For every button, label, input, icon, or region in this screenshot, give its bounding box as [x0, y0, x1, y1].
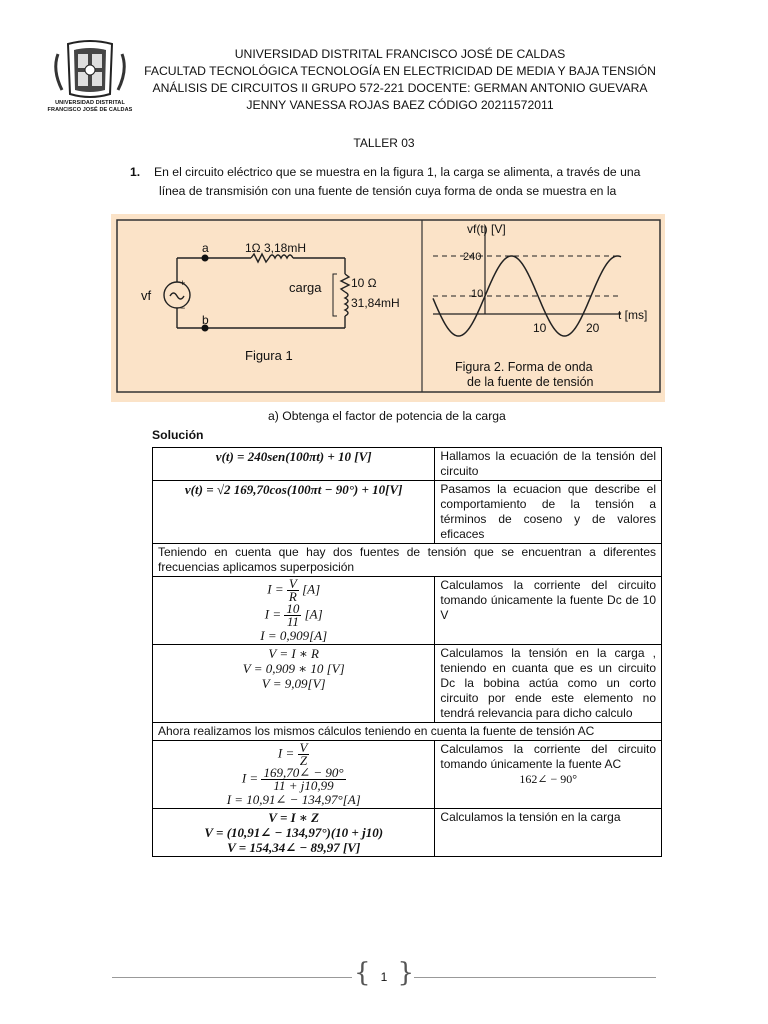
footer-divider-right — [414, 977, 656, 978]
svg-text:−: − — [180, 303, 186, 313]
table-row — [153, 481, 662, 544]
assignment-title: TALLER 03 — [353, 136, 415, 150]
table-row — [153, 723, 662, 741]
table-row — [153, 577, 662, 645]
waveform-ylabel: vf(t) [V] — [467, 222, 506, 236]
load-resistance-label: 10 Ω — [351, 276, 377, 290]
waveform-xlabel: t [ms] — [618, 308, 648, 322]
table-row — [153, 741, 662, 809]
equation-cell: I = $\frac{V}{Z}$ I = $\frac{169,70\angle - 90^\circ}{11 + j10,99}$ I = 10,91∠ − 134,97°[A] — [153, 741, 435, 809]
figure-2-caption-line-2: de la fuente de tensión — [467, 375, 594, 389]
figure-2-caption-line-1: Figura 2. Forma de onda — [455, 360, 593, 374]
question-a: a) Obtenga el factor de potencia de la carga — [268, 409, 506, 423]
problem-line-2: línea de transmisión con una fuente de tensión cuya forma de onda se muestra en la — [159, 184, 617, 198]
node-a-label: a — [202, 241, 209, 255]
equation-cell: I = $\frac{V}{R}$ [A] I = $\frac{10}{11}$ [A] I = 0,909[A] — [153, 577, 435, 645]
load-label: carga — [289, 280, 322, 295]
header-university: UNIVERSIDAD DISTRITAL FRANCISCO JOSÉ DE CALDAS — [234, 47, 566, 61]
solution-table — [152, 447, 662, 857]
line-impedance-label: 1Ω 3,18mH — [245, 241, 306, 255]
ytick-10: 10 — [471, 288, 484, 300]
problem-number: 1. — [130, 165, 141, 179]
header-course: ANÁLISIS DE CIRCUITOS II GRUPO 572-221 DOCENTE: GERMAN ANTONIO GUEVARA — [152, 81, 648, 95]
full-width-cell: Ahora realizamos los mismos cálculos teniendo en cuenta la fuente de tensión AC — [153, 723, 662, 741]
description-cell: Pasamos la ecuacion que describe el comportamiento de la tensión a términos de coseno y de valores eficaces — [435, 481, 662, 544]
description-cell: Calculamos la corriente del circuito tomando únicamente la fuente AC 162∠ − 90° — [435, 741, 662, 809]
page-number: { 1 } — [354, 958, 414, 988]
waveform-figure-2 — [433, 226, 621, 336]
document-header — [140, 46, 660, 114]
header-faculty: FACULTAD TECNOLÓGICA TECNOLOGÍA EN ELECTRICIDAD DE MEDIA Y BAJA TENSIÓN — [144, 64, 656, 78]
table-row — [153, 544, 662, 577]
equation-cell: V = I ∗ R V = 0,909 ∗ 10 [V] V = 9,09[V] — [153, 645, 435, 723]
description-cell: Calculamos la tensión en la carga — [435, 809, 662, 857]
full-width-cell: Teniendo en cuenta que hay dos fuentes de tensión que se encuentran a diferentes frecuencias aplicamos superposición — [153, 544, 662, 577]
figure-1-caption: Figura 1 — [245, 348, 293, 363]
source-label: vf — [141, 288, 152, 303]
footer-divider-left — [112, 977, 352, 978]
svg-text:+: + — [180, 278, 186, 288]
load-inductance-label: 31,84mH — [351, 296, 400, 310]
problem-line-1: En el circuito eléctrico que se muestra en la figura 1, la carga se alimenta, a través de una — [154, 165, 641, 179]
equation-cell: V = I ∗ Z V = (10,91∠ − 134,97°)(10 + j10) V = 154,34∠ − 89,97 [V] — [153, 809, 435, 857]
table-row — [153, 448, 662, 481]
xtick-20: 20 — [586, 321, 600, 335]
header-student: JENNY VANESSA ROJAS BAEZ CÓDIGO 20211572011 — [246, 98, 554, 112]
node-b-label: b — [202, 313, 209, 327]
ytick-240: 240 — [463, 251, 482, 263]
table-row — [153, 645, 662, 723]
description-cell: Calculamos la tensión en la carga , teniendo en cuanta que es un circuito Dc la bobina actúa como un corto circuito por ende este elemento no tendrá relevancia para dicho calculo — [435, 645, 662, 723]
equation-cell: v(t) = √2 169,70cos(100πt − 90°) + 10[V] — [153, 481, 435, 544]
figures-panel — [111, 214, 665, 402]
logo-caption: UNIVERSIDAD DISTRITAL FRANCISCO JOSÉ DE CALDAS — [47, 100, 133, 113]
description-cell: Calculamos la corriente del circuito tomando únicamente la fuente Dc de 10 V — [435, 577, 662, 645]
table-row — [153, 809, 662, 857]
description-cell: Hallamos la ecuación de la tensión del circuito — [435, 448, 662, 481]
solution-heading: Solución — [152, 428, 204, 442]
equation-cell: v(t) = 240sen(100πt) + 10 [V] — [153, 448, 435, 481]
xtick-10: 10 — [533, 321, 547, 335]
